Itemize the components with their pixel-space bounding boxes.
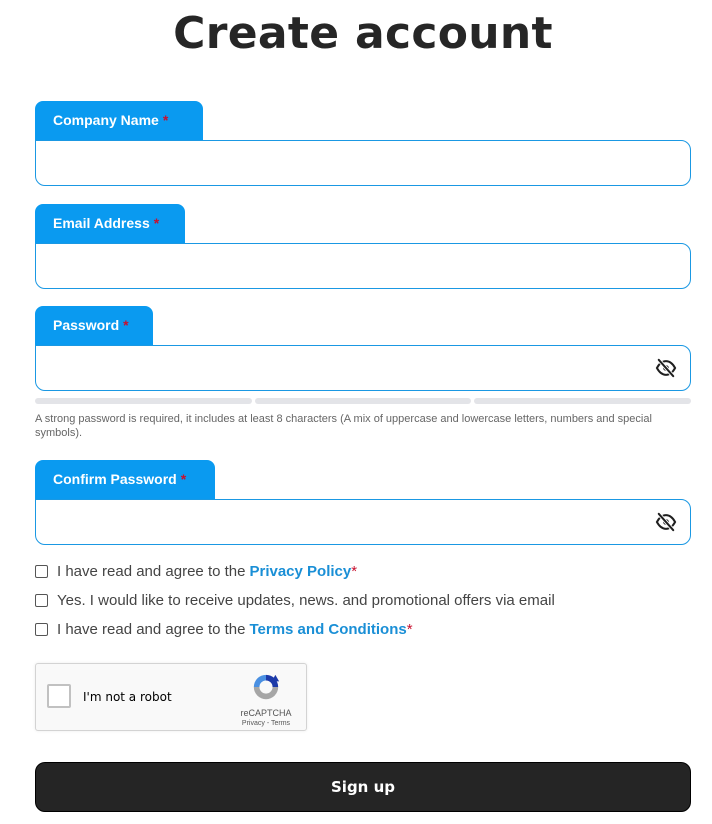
terms-consent-text: I have read and agree to the bbox=[57, 621, 246, 638]
recaptcha-privacy-link[interactable]: Privacy bbox=[241, 720, 265, 727]
recaptcha-links bbox=[236, 720, 296, 727]
password-hint: A strong password is required, it includes at least 8 characters (A mix of uppercase and lowercase letters, numbers and special symbols). bbox=[35, 413, 652, 439]
company-name-label: Company Name * bbox=[35, 101, 203, 141]
required-marker: * bbox=[180, 471, 187, 487]
privacy-consent-checkbox[interactable] bbox=[35, 565, 48, 578]
required-marker: * bbox=[351, 563, 358, 580]
email-label: Email Address * bbox=[35, 204, 185, 244]
confirm-password-field bbox=[35, 460, 691, 545]
page-title: Create account bbox=[173, 8, 553, 59]
eye-off-icon[interactable] bbox=[655, 512, 677, 532]
password-label: Password * bbox=[35, 306, 153, 346]
recaptcha-logo bbox=[236, 672, 296, 727]
recaptcha-terms-link[interactable]: Terms bbox=[271, 720, 291, 727]
recaptcha-brand: reCAPTCHA bbox=[240, 708, 292, 718]
marketing-consent-text: Yes. I would like to receive updates, news. and promotional offers via email bbox=[57, 592, 555, 609]
strength-segment bbox=[474, 398, 691, 404]
strength-segment bbox=[255, 398, 472, 404]
confirm-password-label: Confirm Password * bbox=[35, 460, 215, 500]
required-marker: * bbox=[406, 621, 413, 638]
privacy-policy-link[interactable]: Privacy Policy bbox=[249, 563, 352, 580]
marketing-consent-checkbox[interactable] bbox=[35, 594, 48, 607]
recaptcha-label: I'm not a robot bbox=[83, 690, 172, 704]
email-field bbox=[35, 204, 691, 289]
required-marker: * bbox=[162, 112, 169, 128]
company-name-field bbox=[35, 101, 691, 186]
privacy-consent-row bbox=[35, 563, 357, 580]
privacy-consent-text: I have read and agree to the bbox=[57, 563, 246, 580]
required-marker: * bbox=[153, 215, 160, 231]
marketing-consent-row bbox=[35, 592, 555, 609]
company-name-input[interactable] bbox=[35, 140, 691, 186]
required-marker: * bbox=[123, 317, 129, 333]
password-field bbox=[35, 306, 691, 391]
terms-consent-row bbox=[35, 621, 413, 638]
password-input[interactable] bbox=[35, 345, 691, 391]
terms-conditions-link[interactable]: Terms and Conditions bbox=[249, 621, 407, 638]
terms-consent-checkbox[interactable] bbox=[35, 623, 48, 636]
sign-up-button[interactable]: Sign up bbox=[35, 762, 691, 812]
email-input[interactable] bbox=[35, 243, 691, 289]
password-strength-meter bbox=[35, 398, 691, 404]
confirm-password-input[interactable] bbox=[35, 499, 691, 545]
recaptcha-widget bbox=[35, 663, 307, 731]
strength-segment bbox=[35, 398, 252, 404]
recaptcha-link-separator: - bbox=[266, 720, 270, 727]
recaptcha-checkbox[interactable] bbox=[47, 684, 71, 708]
recaptcha-logo-icon bbox=[251, 672, 281, 702]
eye-off-icon[interactable] bbox=[655, 358, 677, 378]
